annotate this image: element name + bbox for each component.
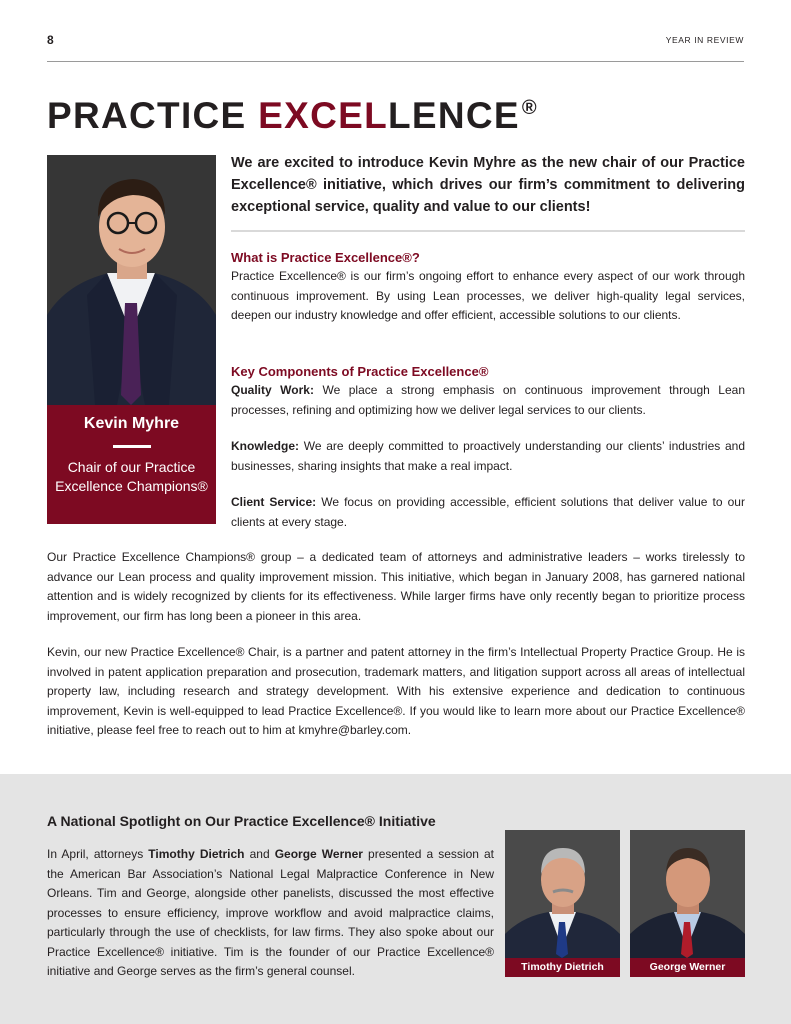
attorney-name-george: George Werner (274, 847, 363, 861)
spotlight-text: In April, attorneys (47, 847, 149, 861)
spotlight-text: and (244, 847, 275, 861)
page-number: 8 (47, 33, 54, 47)
title-part-3: LENCE (387, 95, 520, 136)
champions-paragraph: Our Practice Excellence Champions® group – a dedicated team of attorneys and administrative leaders – works tirelessly to advance our Lean process and quality improvement mission. This initiative, which began in January 2008, has garnered national attention and is widely recognized by clients for its effectiveness. While larger firms have only recently began to prioritize process improvement, our firm has long been a pioneer in this area. (47, 550, 745, 623)
title-registered-mark: ® (521, 97, 538, 119)
title-part-2: EXCEL (258, 95, 388, 136)
spotlight-text: presented a session at the American Bar Association’s National Legal Malpractice Conference in New Orleans. Tim and George, alongside other panelists, discussed the most effective processes to ensure efficiency, improve workflow and avoid malpractice claims, particularly through the use of checklists, for law firms. They also spoke about our Practice Excellence® initiative. Tim is the founder of our Practice Excellence® initiative and George serves as the firm’s general counsel. (47, 847, 495, 978)
kevin-paragraph: Kevin, our new Practice Excellence® Chair, is a partner and patent attorney in the firm’s Intellectual Property Practice Group. He is involved in patent application preparation and prosecution, trademark matters, and litigation support across all areas of intellectual property law, including research and strategy development. With his extensive experience and dedication to continuous improvement, Kevin is well-equipped to lead Practice Excellence®. If you would like to learn more about our Practice Excellence® initiative, please feel free to reach out to him at kmyhre@barley.com. (47, 645, 745, 737)
title-part-1: PRACTICE (47, 95, 259, 136)
george-werner-photo (630, 830, 745, 958)
timothy-dietrich-photo (505, 830, 620, 958)
page-title (47, 86, 538, 138)
intro-statement: We are excited to introduce Kevin Myhre as the new chair of our Practice Excellence® initiative, which drives our firm’s commitment to delivering exceptional service, quality and value to our clients! (231, 155, 745, 215)
key-item-label: Client Service: (231, 495, 317, 509)
caption-george-werner: George Werner (630, 958, 745, 977)
spotlight-heading: A National Spotlight on Our Practice Excellence® Initiative (47, 813, 436, 829)
key-heading: Key Components of Practice Excellence® (231, 364, 489, 379)
kevin-myhre-photo (47, 155, 216, 405)
key-item-client-service (231, 493, 745, 532)
intro-divider (231, 230, 745, 232)
key-item-quality-work (231, 381, 745, 420)
key-item-text: We place a strong emphasis on continuous improvement through Lean processes, refining and optimizing how we deliver legal services to our clients. (231, 383, 745, 417)
key-item-label: Quality Work: (231, 383, 314, 397)
key-item-text: We are deeply committed to proactively understanding our clients’ industries and businesses, sharing insights that make a real impact. (231, 439, 745, 473)
section-label: YEAR IN REVIEW (665, 35, 744, 45)
profile-divider (113, 445, 151, 448)
what-heading: What is Practice Excellence®? (231, 250, 420, 265)
key-item-text: We focus on providing accessible, efficient solutions that deliver value to our clients at every stage. (231, 495, 745, 529)
attorney-name-timothy: Timothy Dietrich (148, 847, 245, 861)
profile-name: Kevin Myhre (83, 415, 180, 432)
what-body: Practice Excellence® is our firm’s ongoing effort to enhance every aspect of our work through continuous improvement. By using Lean processes, we deliver high-quality legal services, deepen our industry knowledge and offer efficient, accessible solutions to our clients. (231, 269, 745, 322)
spotlight-body (47, 845, 494, 982)
profile-card (47, 405, 216, 524)
profile-role: Chair of our Practice Excellence Champions® (55, 459, 208, 494)
caption-timothy-dietrich: Timothy Dietrich (505, 958, 620, 977)
key-components-section (231, 363, 745, 549)
what-section (231, 249, 745, 326)
key-item-knowledge (231, 437, 745, 476)
page-header (47, 30, 744, 62)
key-item-label: Knowledge: (231, 439, 299, 453)
